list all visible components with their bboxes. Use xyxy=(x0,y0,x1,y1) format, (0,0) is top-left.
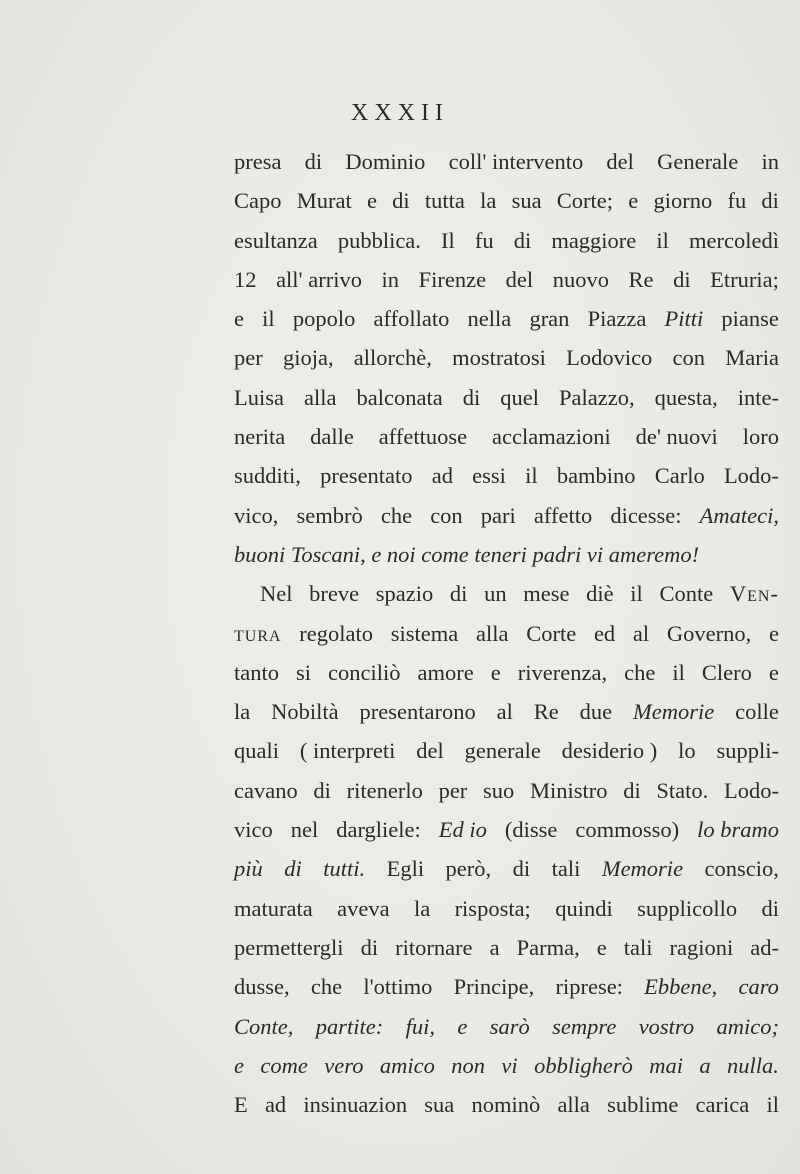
word: dargliele: xyxy=(336,817,421,843)
word: però, xyxy=(445,856,492,882)
word: Palazzo, xyxy=(559,384,635,410)
word: loro xyxy=(742,424,779,450)
word: che xyxy=(380,502,413,528)
word: vico xyxy=(234,817,273,843)
word: Capo xyxy=(234,188,282,214)
word: giorno xyxy=(653,188,713,214)
text-line xyxy=(234,849,779,888)
word: allorchè, xyxy=(353,345,432,371)
word: spazio xyxy=(375,581,434,607)
word: di xyxy=(284,856,302,882)
word: breve xyxy=(309,581,360,607)
word: presentarono xyxy=(359,699,476,725)
word: un xyxy=(484,581,507,607)
word: questa, xyxy=(654,384,718,410)
word: affetto xyxy=(533,502,593,528)
word: la xyxy=(480,188,497,214)
word: Maria xyxy=(725,345,779,371)
word: Luisa xyxy=(234,384,284,410)
word: Lodo- xyxy=(724,777,779,803)
word: ad xyxy=(264,1092,287,1118)
word: dusse, xyxy=(234,974,290,1000)
word: risposta; xyxy=(454,895,531,921)
word: presa xyxy=(234,149,282,174)
text-line xyxy=(234,417,779,456)
word: Amateci, xyxy=(699,502,779,528)
text-line xyxy=(234,142,779,181)
word: all' arrivo xyxy=(276,266,362,292)
word: sudditi, xyxy=(234,463,301,489)
word: con xyxy=(430,502,463,528)
word: Il xyxy=(441,227,455,253)
word: il xyxy=(672,659,685,685)
word: Murat xyxy=(296,188,352,214)
word: Nel xyxy=(260,581,293,607)
text-line xyxy=(234,181,779,220)
word: conscio, xyxy=(704,856,779,882)
word: tali xyxy=(623,934,653,960)
word: fu xyxy=(727,188,747,214)
word: in xyxy=(381,266,400,292)
word: amico; xyxy=(716,1013,779,1039)
word: maturata xyxy=(234,895,313,921)
word: Parma, xyxy=(516,934,580,960)
word: quindi xyxy=(555,895,613,921)
word: dalle xyxy=(310,424,354,450)
word: del xyxy=(505,266,534,292)
word: Pitti xyxy=(664,306,704,332)
word: mostratosi xyxy=(452,345,546,371)
word: colle xyxy=(735,699,779,725)
word: Principe, xyxy=(453,974,535,1000)
word: fui, xyxy=(405,1013,436,1039)
word: coll' intervento xyxy=(448,149,584,174)
word: Etruria; xyxy=(710,266,779,292)
word: generale xyxy=(464,738,541,764)
word: Re xyxy=(533,699,559,725)
word: regolato xyxy=(299,620,374,646)
word: gran xyxy=(529,306,570,332)
word: acclamazioni xyxy=(492,424,611,450)
word: Memorie xyxy=(633,699,715,725)
word: affettuose xyxy=(378,424,468,450)
word: presentato xyxy=(320,463,413,489)
word: ritornare xyxy=(395,934,473,960)
word: del xyxy=(606,149,634,174)
word: al xyxy=(632,620,650,646)
word: ritenerlo xyxy=(346,777,423,803)
word: esultanza xyxy=(234,227,318,253)
word: Governo, xyxy=(666,620,752,646)
text-line xyxy=(234,496,779,535)
word: Ed io xyxy=(438,817,487,843)
word: suo xyxy=(483,777,515,803)
word: il xyxy=(630,581,643,607)
text-line xyxy=(234,260,779,299)
word: del xyxy=(416,738,444,764)
word: per xyxy=(234,345,263,371)
word: nominò xyxy=(471,1092,541,1118)
word: più xyxy=(234,856,263,882)
word: (disse xyxy=(504,817,558,843)
word: sarò xyxy=(489,1013,530,1039)
word: e xyxy=(769,620,779,646)
word: Memorie xyxy=(601,856,684,882)
word: vico, xyxy=(234,502,279,528)
word: Conte xyxy=(659,581,714,607)
word: in xyxy=(761,149,779,174)
word: amore xyxy=(417,659,474,685)
word: ad xyxy=(431,463,453,489)
word: il xyxy=(262,306,275,332)
word: di xyxy=(462,384,481,410)
word: come xyxy=(260,1052,308,1078)
word: riprese: xyxy=(555,974,623,1000)
word: di xyxy=(623,777,641,803)
word: e xyxy=(596,934,607,960)
word: tutti. xyxy=(323,856,366,882)
word: cavano xyxy=(234,777,298,803)
text-line xyxy=(234,456,779,495)
word: suppli- xyxy=(716,738,779,764)
word: pubblica. xyxy=(337,227,421,253)
word: diè xyxy=(586,581,614,607)
word: Re xyxy=(628,266,654,292)
word: vi xyxy=(501,1052,518,1078)
word: quel xyxy=(500,384,540,410)
word: sublime xyxy=(607,1092,679,1118)
word: il xyxy=(656,227,669,253)
word: fu xyxy=(474,227,494,253)
word: Carlo xyxy=(654,463,705,489)
word: sua xyxy=(511,188,542,214)
word: ad- xyxy=(750,934,779,960)
word: tura xyxy=(234,620,282,646)
word: 12 xyxy=(234,266,257,292)
word: alla xyxy=(304,384,337,410)
word: permettergli xyxy=(234,934,344,960)
word: sembrò xyxy=(296,502,363,528)
text-line xyxy=(234,535,779,574)
word: di xyxy=(360,934,379,960)
word: nerita xyxy=(234,424,286,450)
word: supplicollo xyxy=(637,895,738,921)
text-line xyxy=(234,574,779,613)
word: de' nuovi xyxy=(635,424,718,450)
word: Lodovico xyxy=(566,345,653,371)
text-line xyxy=(234,1046,779,1085)
word: che xyxy=(310,974,343,1000)
word: commosso) xyxy=(575,817,680,843)
word: caro xyxy=(738,974,779,1000)
word: di xyxy=(449,581,468,607)
word: aveva xyxy=(337,895,390,921)
word: ed xyxy=(593,620,616,646)
word: mese xyxy=(523,581,570,607)
text-line xyxy=(234,653,779,692)
text-line xyxy=(234,731,779,770)
word: la xyxy=(234,699,251,725)
text-line xyxy=(234,338,779,377)
word: tutta xyxy=(424,188,465,214)
word: di xyxy=(513,227,532,253)
word: sistema xyxy=(390,620,459,646)
word: tanto xyxy=(234,659,279,685)
word: l'ottimo xyxy=(363,974,433,1000)
word: Lodo- xyxy=(723,463,779,489)
word: riverenza, xyxy=(517,659,608,685)
word: affollato xyxy=(373,306,450,332)
text-line xyxy=(234,967,779,1006)
word: lo bramo xyxy=(697,817,779,843)
word: gioja, xyxy=(282,345,334,371)
word: a xyxy=(489,934,500,960)
word: sua xyxy=(424,1092,455,1118)
word: di xyxy=(673,266,691,292)
word: Ven- xyxy=(729,581,779,607)
word: e xyxy=(457,1013,468,1039)
word: Firenze xyxy=(418,266,487,292)
word: nella xyxy=(467,306,512,332)
word: e xyxy=(768,659,779,685)
text-line xyxy=(234,928,779,967)
text-line xyxy=(234,221,779,260)
word: Piazza xyxy=(587,306,647,332)
word: per xyxy=(438,777,468,803)
word: Generale xyxy=(657,149,739,174)
text-line xyxy=(234,299,779,338)
word: lo xyxy=(678,738,696,764)
word: alla xyxy=(475,620,509,646)
word: nel xyxy=(290,817,319,843)
word: che xyxy=(624,659,656,685)
text-line xyxy=(234,378,779,417)
word: e xyxy=(490,659,501,685)
word: Egli xyxy=(386,856,425,882)
word: tali xyxy=(551,856,581,882)
word: e xyxy=(234,306,244,332)
word: pari xyxy=(480,502,516,528)
word: si xyxy=(296,659,312,685)
word: buoni Toscani, e noi come teneri padri vi ameremo! xyxy=(234,541,700,567)
word: inte- xyxy=(737,384,779,410)
word: quali xyxy=(234,738,279,764)
text-line xyxy=(234,889,779,928)
word: Stato. xyxy=(656,777,709,803)
text-line xyxy=(234,1007,779,1046)
word: balconata xyxy=(356,384,443,410)
word: di xyxy=(392,188,410,214)
word: maggiore xyxy=(551,227,637,253)
word: mai xyxy=(649,1052,683,1078)
word: a xyxy=(699,1052,711,1078)
word: Ebbene, xyxy=(644,974,718,1000)
word: E xyxy=(234,1092,248,1118)
word: Dominio xyxy=(345,149,426,174)
word: due xyxy=(579,699,613,725)
word: Nobiltà xyxy=(271,699,339,725)
word: carica xyxy=(695,1092,750,1118)
word: di xyxy=(304,149,323,174)
word: di xyxy=(761,188,779,214)
text-line xyxy=(234,1085,779,1124)
body-text xyxy=(234,142,779,1124)
word: ( interpreti xyxy=(299,738,396,764)
word: sempre xyxy=(552,1013,617,1039)
word: la xyxy=(413,895,431,921)
word: bambino xyxy=(556,463,636,489)
word: di xyxy=(761,895,779,921)
word: Conte, xyxy=(234,1013,294,1039)
word: di xyxy=(512,856,531,882)
word: insinuazion xyxy=(303,1092,408,1118)
word: di xyxy=(313,777,331,803)
text-line xyxy=(234,614,779,653)
word: e xyxy=(234,1052,244,1078)
word: alla xyxy=(557,1092,590,1118)
word: dicesse: xyxy=(610,502,682,528)
word: con xyxy=(672,345,706,371)
word: vero xyxy=(324,1052,364,1078)
word: nulla. xyxy=(727,1052,779,1078)
word: il xyxy=(766,1092,779,1118)
word: partite: xyxy=(315,1013,384,1039)
word: non xyxy=(451,1052,486,1078)
word: desiderio ) xyxy=(561,738,658,764)
text-line xyxy=(234,771,779,810)
word: Corte xyxy=(526,620,577,646)
word: e xyxy=(366,188,377,214)
text-line xyxy=(234,692,779,731)
word: Corte; xyxy=(556,188,614,214)
word: ragioni xyxy=(669,934,734,960)
word: e xyxy=(628,188,639,214)
word: Clero xyxy=(701,659,752,685)
word: mercoledì xyxy=(688,227,779,253)
word: Ministro xyxy=(529,777,608,803)
word: al xyxy=(496,699,513,725)
word: obbligherò xyxy=(534,1052,633,1078)
word: pianse xyxy=(721,306,779,332)
word: conciliò xyxy=(328,659,401,685)
word: essi xyxy=(472,463,506,489)
page-number: XXXII xyxy=(351,100,449,126)
text-line xyxy=(234,810,779,849)
word: vostro xyxy=(638,1013,695,1039)
word: il xyxy=(525,463,538,489)
word: popolo xyxy=(292,306,356,332)
word: nuovo xyxy=(552,266,609,292)
word: amico xyxy=(379,1052,435,1078)
